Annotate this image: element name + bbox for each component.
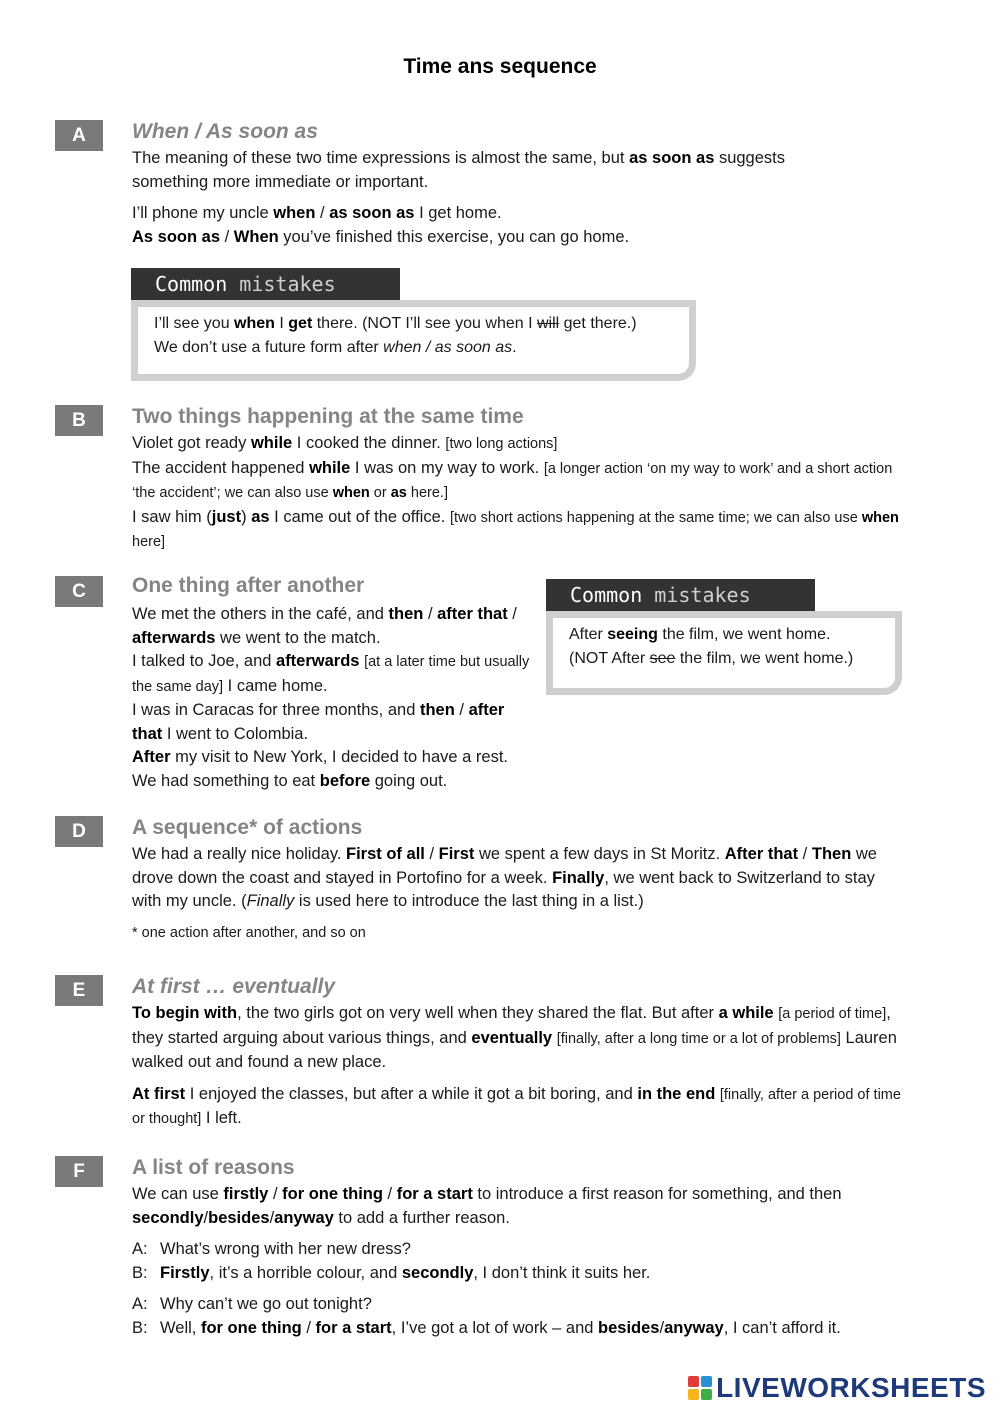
logo-square-2 <box>701 1376 712 1387</box>
section-heading-b: Two things happening at the same time <box>132 405 524 428</box>
section-heading-c: One thing after another <box>132 574 365 597</box>
logo-square-1 <box>688 1376 699 1387</box>
example-line: I talked to Joe, and afterwards [at a later time but usually the same day] I came home. <box>132 652 530 695</box>
logo-square-3 <box>688 1389 699 1400</box>
example-line: Violet got ready while I cooked the dinner. [two long actions] <box>132 434 558 452</box>
example-line: We had something to eat before going out. <box>132 771 448 790</box>
section-body-c <box>132 603 532 793</box>
footnote: * one action after another, and so on <box>132 924 366 941</box>
mistake-line: After seeing the film, we went home. <box>569 626 831 643</box>
common-mistakes-box-a <box>131 300 696 381</box>
example-line: As soon as / When you’ve finished this exercise, you can go home. <box>132 227 630 246</box>
dialogue-line: B: Well, for one thing / for a start, I’ve got a lot of work – and besides/anyway, I can’t afford it. <box>132 1318 841 1337</box>
page-title: Time ans sequence <box>403 55 597 78</box>
example-line: I saw him (just) as I came out of the office. [two short actions happening at the same time; we can also use when here] <box>132 507 899 550</box>
section-heading-f: A list of reasons <box>132 1156 295 1179</box>
mistake-line: We don’t use a future form after when / as soon as. <box>154 339 517 356</box>
section-heading-a: When / As soon as <box>132 120 318 143</box>
dialogue-line: B: Firstly, it’s a horrible colour, and secondly, I don’t think it suits her. <box>132 1263 651 1282</box>
example-line: We met the others in the café, and then / after that / afterwards we went to the match. <box>132 605 517 647</box>
section-badge-e: E <box>55 975 103 1006</box>
section-badge-b: B <box>55 405 103 436</box>
paragraph: The meaning of these two time expressions is almost the same, but as soon as suggests something more immediate or important. <box>132 149 785 191</box>
section-body-b <box>132 432 902 555</box>
common-mistakes-tab-c: Common mistakes <box>546 579 815 611</box>
brand-name: LIVEWORKSHEETS <box>716 1372 986 1403</box>
example-line: I was in Caracas for three months, and then / after that I went to Colombia. <box>132 701 505 743</box>
dialogue-1 <box>132 1238 932 1285</box>
section-body-f <box>132 1183 932 1340</box>
paragraph: We had a really nice holiday. First of all / First we spent a few days in St Moritz. After that / Then we drove down the coast and stayed in Portofino for a week. Finally, we went back to Switzerland to stay with my uncle. (Finally is used here to introduce the last thing in a list.) <box>132 845 877 910</box>
section-badge-a: A <box>55 120 103 151</box>
section-badge-f: F <box>55 1156 103 1187</box>
section-heading-d: A sequence* of actions <box>132 816 363 839</box>
example-line: After my visit to New York, I decided to have a rest. <box>132 748 509 766</box>
common-mistakes-box-c <box>546 611 902 695</box>
mistake-line: (NOT After see the film, we went home.) <box>569 650 854 667</box>
dialogue-line: A: Why can’t we go out tonight? <box>132 1295 372 1313</box>
section-badge-c: C <box>55 576 103 607</box>
example-line: The accident happened while I was on my way to work. [a longer action ‘on my way to work’ and a short action ‘the accident’; we can also use when or as here.] <box>132 458 893 501</box>
section-body-d <box>132 843 882 945</box>
logo-square-4 <box>701 1389 712 1400</box>
liveworksheets-logo-icon <box>688 1376 712 1400</box>
paragraph: To begin with, the two girls got on very well when they shared the flat. But after a while [a period of time], they started arguing about various things, and eventually [finally, after a long time or a lot of problems] Lauren walked out and found a new place. <box>132 1004 897 1071</box>
common-mistakes-tab-a: Common mistakes <box>131 268 400 300</box>
section-heading-e: At first … eventually <box>132 975 336 998</box>
example-line: I’ll phone my uncle when / as soon as I get home. <box>132 204 502 222</box>
liveworksheets-brand <box>688 1372 986 1404</box>
section-body-e <box>132 1002 902 1132</box>
section-badge-d: D <box>55 816 103 847</box>
dialogue-line: A: What’s wrong with her new dress? <box>132 1240 411 1258</box>
paragraph: We can use firstly / for one thing / for a start to introduce a first reason for something, and then secondly/besides/anyway to add a further reason. <box>132 1185 842 1227</box>
mistake-line: I’ll see you when I get there. (NOT I’ll see you when I will get there.) <box>154 315 637 332</box>
paragraph: At first I enjoyed the classes, but after a while it got a bit boring, and in the end [finally, after a period of time or thought] I left. <box>132 1084 901 1127</box>
dialogue-2 <box>132 1293 932 1340</box>
section-body-a <box>132 147 852 249</box>
